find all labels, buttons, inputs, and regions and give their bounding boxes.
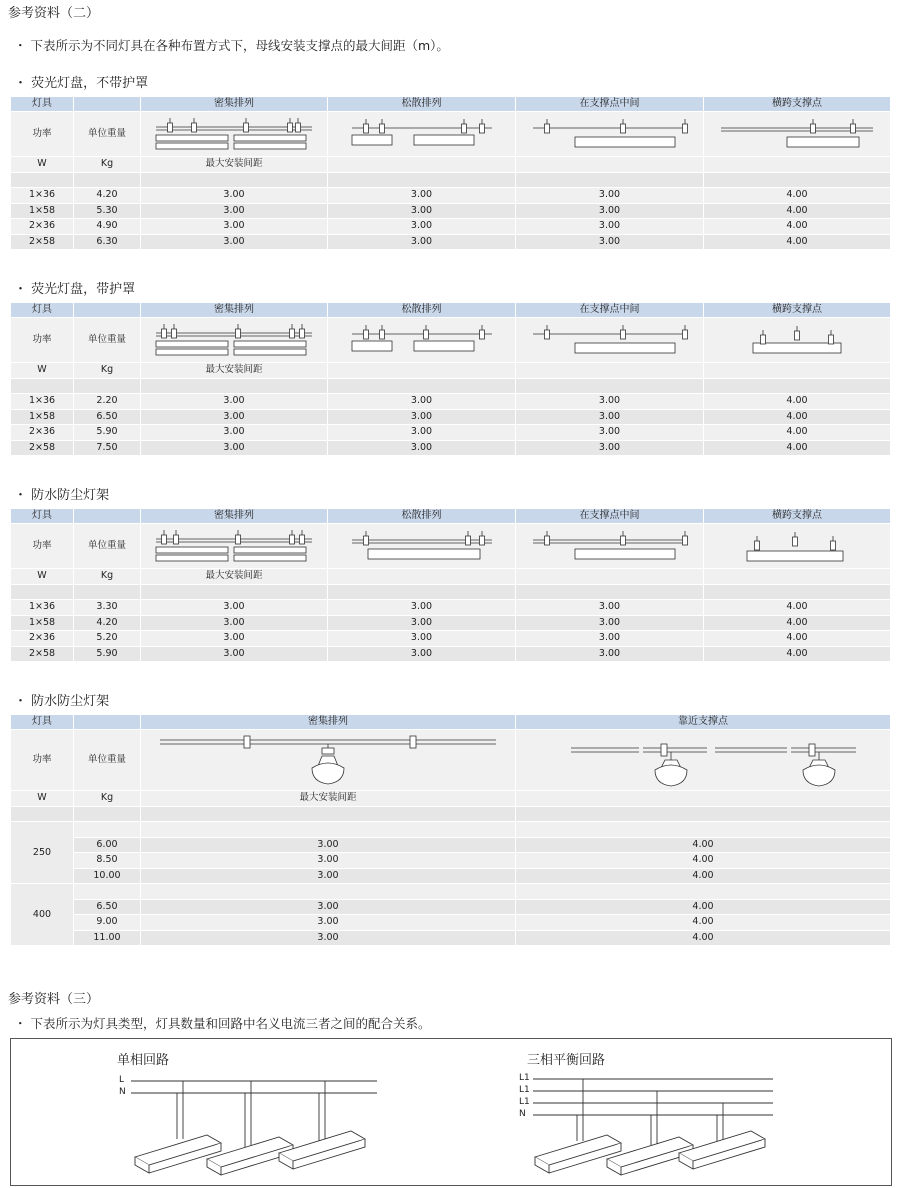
- table-row: 2×36 5.20 3.00 3.00 3.00 4.00: [11, 631, 891, 647]
- col-mid: 在支撑点中间: [516, 303, 704, 318]
- col-near: 靠近支撑点: [516, 715, 891, 730]
- col-lamp: 灯具: [11, 303, 74, 318]
- unit-w: W: [11, 363, 74, 379]
- table-row: 11.00 3.00 4.00: [11, 930, 891, 946]
- col-lamp: 灯具: [11, 715, 74, 730]
- table-row: 8.50 3.00 4.00: [11, 853, 891, 869]
- loose-diagram: [328, 524, 516, 569]
- col-cross: 横跨支撑点: [704, 509, 891, 524]
- circuit-box: [10, 1038, 892, 1186]
- table-row: 1×36 2.20 3.00 3.00 3.00 4.00: [11, 394, 891, 410]
- col-dense: 密集排列: [141, 97, 328, 112]
- col-dense: 密集排列: [141, 509, 328, 524]
- col-lamp: 灯具: [11, 97, 74, 112]
- spacing-table: [10, 302, 891, 456]
- mid-diagram: [516, 318, 704, 363]
- unit-kg: Kg: [74, 569, 141, 585]
- cross-diagram: [704, 318, 891, 363]
- col-weight: 单位重量: [74, 524, 141, 569]
- col-lamp: 灯具: [11, 509, 74, 524]
- power-group: 250: [11, 822, 74, 884]
- max-label: 最大安装间距: [141, 569, 328, 585]
- cross-diagram: [704, 524, 891, 569]
- ref3-title: 参考资料（三）: [8, 992, 100, 1007]
- col-power: 功率: [11, 730, 74, 791]
- section-title: ・ 防水防尘灯架: [14, 488, 110, 503]
- dense-hid-diagram: [141, 730, 516, 791]
- col-mid: 在支撑点中间: [516, 509, 704, 524]
- table-row: 2×58 5.90 3.00 3.00 3.00 4.00: [11, 646, 891, 662]
- unit-w: W: [11, 569, 74, 585]
- table-row: 2×58 6.30 3.00 3.00 3.00 4.00: [11, 234, 891, 250]
- table-row: 6.00 3.00 4.00: [11, 837, 891, 853]
- cross-diagram: [704, 112, 891, 157]
- col-cross: 横跨支撑点: [704, 97, 891, 112]
- table-row: 1×58 6.50 3.00 3.00 3.00 4.00: [11, 409, 891, 425]
- section-title: ・ 荧光灯盘，带护罩: [14, 282, 136, 297]
- col-power: 功率: [11, 524, 74, 569]
- table-row: 2×58 7.50 3.00 3.00 3.00 4.00: [11, 440, 891, 456]
- table-row: 1×58 5.30 3.00 3.00 3.00 4.00: [11, 203, 891, 219]
- dense-diagram: [141, 318, 328, 363]
- col-mid: 在支撑点中间: [516, 97, 704, 112]
- power-group: 400: [11, 884, 74, 946]
- col-loose: 松散排列: [328, 303, 516, 318]
- section-title: ・ 防水防尘灯架: [14, 694, 110, 709]
- unit-kg: Kg: [74, 791, 141, 807]
- max-label: 最大安装间距: [141, 791, 516, 807]
- col-weight: 单位重量: [74, 112, 141, 157]
- wire-label: N: [119, 1087, 126, 1097]
- table-row: 2×36 5.90 3.00 3.00 3.00 4.00: [11, 425, 891, 441]
- wire-label: L1: [519, 1085, 530, 1095]
- table-row: 1×58 4.20 3.00 3.00 3.00 4.00: [11, 615, 891, 631]
- wire-label: N: [519, 1109, 526, 1119]
- dense-diagram: [141, 112, 328, 157]
- table-row: 1×36 4.20 3.00 3.00 3.00 4.00: [11, 188, 891, 204]
- spacing-table: [10, 508, 891, 662]
- unit-w: W: [11, 157, 74, 173]
- table-row: 2×36 4.90 3.00 3.00 3.00 4.00: [11, 219, 891, 235]
- mid-diagram: [516, 112, 704, 157]
- col-loose: 松散排列: [328, 97, 516, 112]
- unit-w: W: [11, 791, 74, 807]
- three-phase-title: 三相平衡回路: [527, 1053, 606, 1068]
- spacing-table: [10, 714, 891, 946]
- section-title: ・ 荧光灯盘，不带护罩: [14, 76, 149, 91]
- loose-diagram: [328, 112, 516, 157]
- col-dense: 密集排列: [141, 303, 328, 318]
- col-power: 功率: [11, 318, 74, 363]
- table-row: 1×36 3.30 3.00 3.00 3.00 4.00: [11, 600, 891, 616]
- wire-label: L1: [519, 1073, 530, 1083]
- col-cross: 横跨支撑点: [704, 303, 891, 318]
- max-label: 最大安装间距: [141, 157, 328, 173]
- col-weight: 单位重量: [74, 730, 141, 791]
- dense-diagram: [141, 524, 328, 569]
- table-row: 6.50 3.00 4.00: [11, 899, 891, 915]
- col-loose: 松散排列: [328, 509, 516, 524]
- spacing-table: [10, 96, 891, 250]
- wire-label: L: [119, 1075, 125, 1085]
- table-row: 10.00 3.00 4.00: [11, 868, 891, 884]
- ref2-title: 参考资料（二）: [8, 6, 100, 21]
- col-weight: 单位重量: [74, 318, 141, 363]
- mid-diagram: [516, 524, 704, 569]
- col-power: 功率: [11, 112, 74, 157]
- near-hid-diagram: [516, 730, 891, 791]
- ref3-note: ・ 下表所示为灯具类型，灯具数量和回路中名义电流三者之间的配合关系。: [14, 1016, 431, 1031]
- circuit-diagram: [11, 1039, 891, 1185]
- table-row: 9.00 3.00 4.00: [11, 915, 891, 931]
- unit-kg: Kg: [74, 363, 141, 379]
- ref2-note: ・ 下表所示为不同灯具在各种布置方式下，母线安装支撑点的最大间距（m）。: [14, 38, 449, 53]
- single-phase-title: 单相回路: [117, 1053, 170, 1068]
- unit-kg: Kg: [74, 157, 141, 173]
- wire-label: L1: [519, 1097, 530, 1107]
- loose-diagram: [328, 318, 516, 363]
- max-label: 最大安装间距: [141, 363, 328, 379]
- col-dense: 密集排列: [141, 715, 516, 730]
